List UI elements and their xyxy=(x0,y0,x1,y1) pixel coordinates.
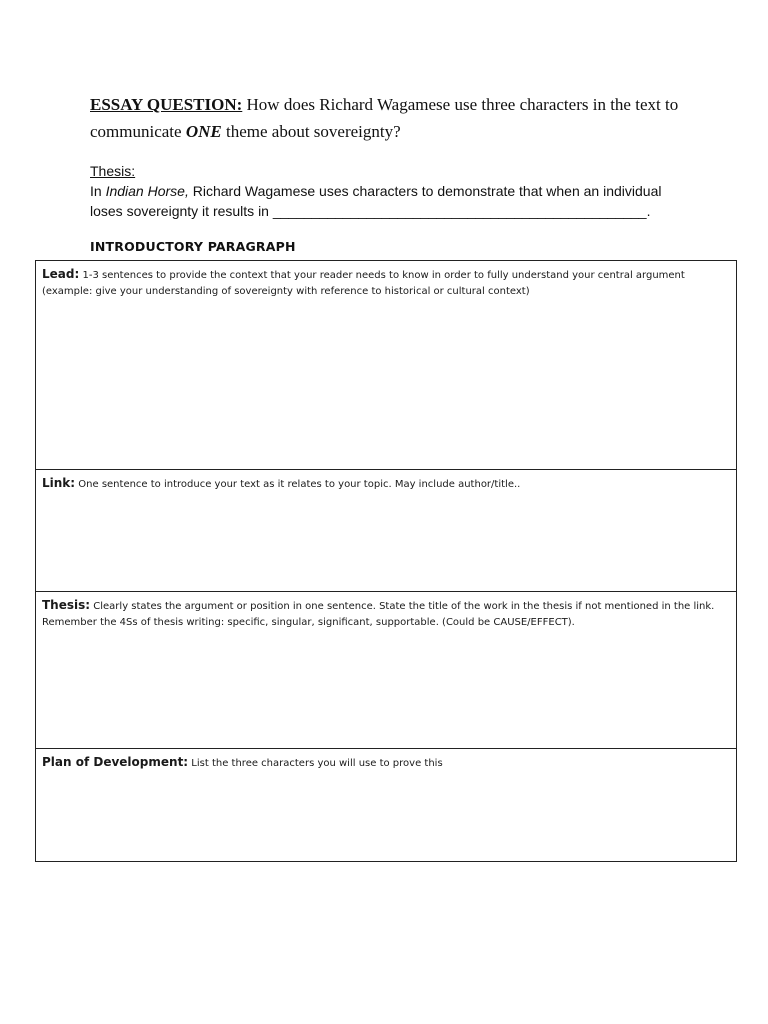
thesis-prompt-sentence: Richard Wagamese uses characters to demonstrate that when an individual loses sovereignty it results in ________________________________________________. xyxy=(90,183,662,219)
outline-table xyxy=(35,260,737,862)
outline-row-lead[interactable] xyxy=(36,261,736,470)
essay-question-label: ESSAY QUESTION: xyxy=(90,95,243,114)
outline-row-plan-of-development[interactable] xyxy=(36,749,736,861)
outline-row-description: One sentence to introduce your text as it relates to your topic. May include author/title.. xyxy=(78,479,521,490)
outline-row-thesis[interactable] xyxy=(36,592,736,749)
section-heading: INTRODUCTORY PARAGRAPH xyxy=(90,239,296,254)
thesis-prompt-prefix: In xyxy=(90,183,102,199)
outline-row-description: 1-3 sentences to provide the context that your reader needs to know in order to fully understand your central argument (example: give your understanding of sovereignty with reference to historical or cultural context) xyxy=(42,270,685,297)
outline-row-label: Lead: xyxy=(42,267,80,281)
outline-row-description: List the three characters you will use to prove this xyxy=(191,758,443,769)
essay-question-text-part1: How does Richard Wagamese use three characters in the text to communicate xyxy=(90,95,679,141)
outline-row-description: Clearly states the argument or position in one sentence. State the title of the work in the thesis if not mentioned in the link. Remember the 4Ss of thesis writing: specific, singular, significant, supportable. (Could be CAUSE/EFFECT). xyxy=(42,601,715,628)
outline-row-label: Link: xyxy=(42,476,76,490)
essay-question-emphasis: ONE xyxy=(185,122,222,141)
outline-row-label: Plan of Development: xyxy=(42,755,189,769)
essay-question-text-part2: theme about sovereignty? xyxy=(225,122,401,141)
thesis-prompt xyxy=(90,161,690,221)
essay-question xyxy=(90,91,690,145)
outline-row-label: Thesis: xyxy=(42,598,91,612)
thesis-prompt-label: Thesis: xyxy=(90,163,136,179)
thesis-prompt-book-title: Indian Horse, xyxy=(105,183,189,199)
outline-row-link[interactable] xyxy=(36,470,736,592)
